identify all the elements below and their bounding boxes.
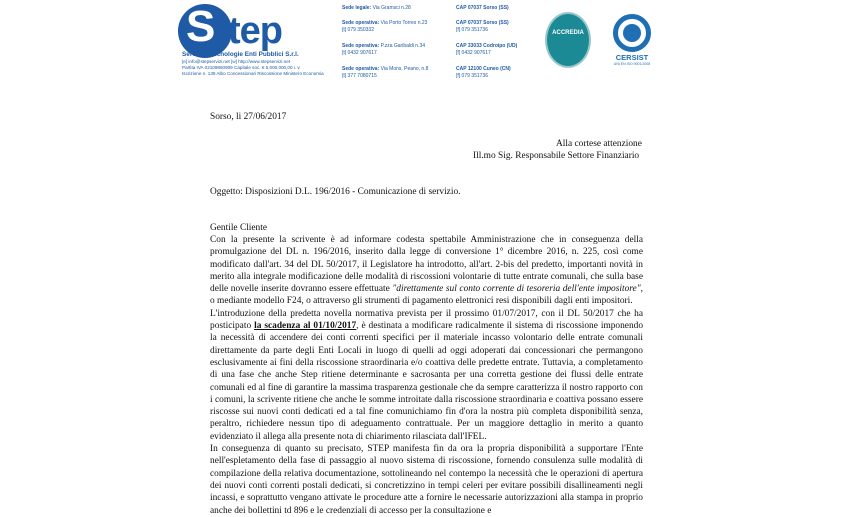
attention-line: Alla cortese attenzione bbox=[556, 139, 642, 149]
office-address: Via Mons. Peano, n.8 bbox=[380, 66, 429, 72]
paragraph-3: In conseguenza di quanto su precisato, STEP manifesta fin da ora la propria disponibilità a supportare l'Ente nell'espletamento della fase di passaggio al nuovo sistema di riscossione, fornendo consulenza sulle modalità di compilazione della relativa documentazione, sottolineando nel contempo la necessità che le operazioni di apertura dei nuovi conti correnti postali dedicati, si concretizzino in tempi celeri per evitare possibili disallineamenti negli incassi, e soprattutto vengano attivate le procedure atte a fornire le necessarie autorizzazioni alla stampa in proprio anche dei bollettini td 896 e le credenziali di accesso per la consultazione e bbox=[210, 444, 643, 516]
office-address: P.zza Garibaldi n.34 bbox=[380, 43, 426, 49]
office-phone: [t] 0432 907617 bbox=[342, 50, 377, 56]
contact-line: Partita IVA 02109860909 Capitale soc. € 5.000.000,00 i. v. bbox=[182, 65, 301, 70]
accredia-label: ACCREDIA bbox=[552, 30, 584, 36]
subject-line: Oggetto: Disposizioni D.L. 196/2016 - Comunicazione di servizio. bbox=[210, 187, 461, 197]
company-name: Servizi e Tecnologie Enti Pubblici S.r.l. bbox=[182, 51, 299, 58]
cersist-label: CERSIST bbox=[615, 53, 649, 62]
contact-line: Iscrizione n. 139 Albo Concessionari Riscossione Ministero Economia bbox=[182, 71, 324, 76]
office-address: Via Gramsci n.28 bbox=[372, 5, 411, 11]
office-phone: [t] 079 350332 bbox=[342, 27, 374, 33]
office-cap: CAP 07037 Sorso (SS) bbox=[456, 5, 509, 11]
paragraph-1: Con la presente la scrivente è ad informare codesta spettabile Amministrazione che in conseguenza della promulgazione del DL n. 196/2016, inserito dalla legge di conversione 1° dicembre 2016, n. 225, così come modificato dall'art. 34 del DL 50/2017, il Legislatore ha introdotto, all'art. 2-bis del predetto, importanti novità in merito alla integrale modificazione delle modalità di riscossioni volontarie di tutte entrate comunali, che sulla base delle novelle inserite dovranno essere effettuate "direttamente sul conto corrente di tesoreria dell'ente impositore", o mediante modello F24, o attraverso gli strumenti di pagamento elettronici resi disponibili dagli enti impositori. bbox=[210, 235, 643, 307]
cersist-subtitle: UNI EN ISO 9001:2008 bbox=[613, 62, 651, 66]
recipient-line: Ill.mo Sig. Responsabile Settore Finanziario bbox=[473, 151, 640, 161]
place-date: Sorso, li 27/06/2017 bbox=[210, 112, 287, 122]
deadline-highlight: la scadenza al 01/10/2017 bbox=[254, 321, 357, 332]
contact-block bbox=[182, 59, 332, 77]
office-fax: [f] 079 351736 bbox=[456, 73, 488, 79]
office-cap: CAP 07037 Sorso (SS) bbox=[456, 20, 509, 26]
office-phone: [t] 377 7080715 bbox=[342, 73, 377, 79]
office-label: Sede legale: bbox=[342, 5, 372, 11]
office-label: Sede operativa: bbox=[342, 20, 380, 26]
contact-line: [e] info@stepservizi.net [w] http://www.stepservizi.net bbox=[182, 59, 291, 64]
office-label: Sede operativa: bbox=[342, 66, 380, 72]
cersist-logo-core bbox=[623, 24, 641, 42]
office-cap: CAP 12100 Cuneo (CN) bbox=[456, 66, 511, 72]
greeting: Gentile Cliente bbox=[210, 223, 268, 233]
office-fax: [f] 079 351736 bbox=[456, 27, 488, 33]
step-logo-text: tep bbox=[228, 10, 282, 52]
office-label: Sede operativa: bbox=[342, 43, 380, 49]
italic-quote: "direttamente sul conto corrente di tesoreria dell'ente impositore" bbox=[392, 284, 641, 295]
letter-body bbox=[210, 234, 643, 517]
step-logo-s: S bbox=[186, 2, 216, 51]
accredia-seal bbox=[545, 12, 591, 68]
paragraph-2: L'introduzione della predetta novella normativa prevista per il prossimo 01/07/2017, con il DL 50/2017 che ha posticipato la scadenza al 01/10/2017, è destinata a modificare radicalmente il sistema di riscossione imponendo la necessità di accendere dei conti correnti specifici per il materiale incasso volontario delle entrate comunali direttamente da parte degli Enti Locali in luogo di quelli ad oggi adoperati dai concessionari che permangono esclusivamente ai fini della riscossione straordinaria e/o coattiva delle predette entrate. Tuttavia, a completamento di una fase che anche Step ritiene determinante e sacrosanta per una corretta gestione dei flussi delle entrate comunali ed al fine di garantire la massima trasparenza gestionale che da sempre caratterizza il nostro rapporto con i comuni, la scrivente ritiene che anche le somme introitate dalla riscossione straordinaria e coattiva possano essere riscosse sui nuovi conti dedicati ed a tal fine comunichiamo fin d'ora la nostra più completa disponibilità senza, peraltro, richiedere nessun tipo di adeguamento contrattuale. Per un maggiore dettaglio in merito a quanto evidenziato il allega alla presente nota di chiarimento rilasciata dall'IFEL. bbox=[210, 308, 644, 442]
office-cap: CAP 33033 Codroipo (UD) bbox=[456, 43, 518, 49]
office-address: Via Porto Torres n.23 bbox=[380, 20, 428, 26]
office-fax: [f] 0432 907617 bbox=[456, 50, 491, 56]
